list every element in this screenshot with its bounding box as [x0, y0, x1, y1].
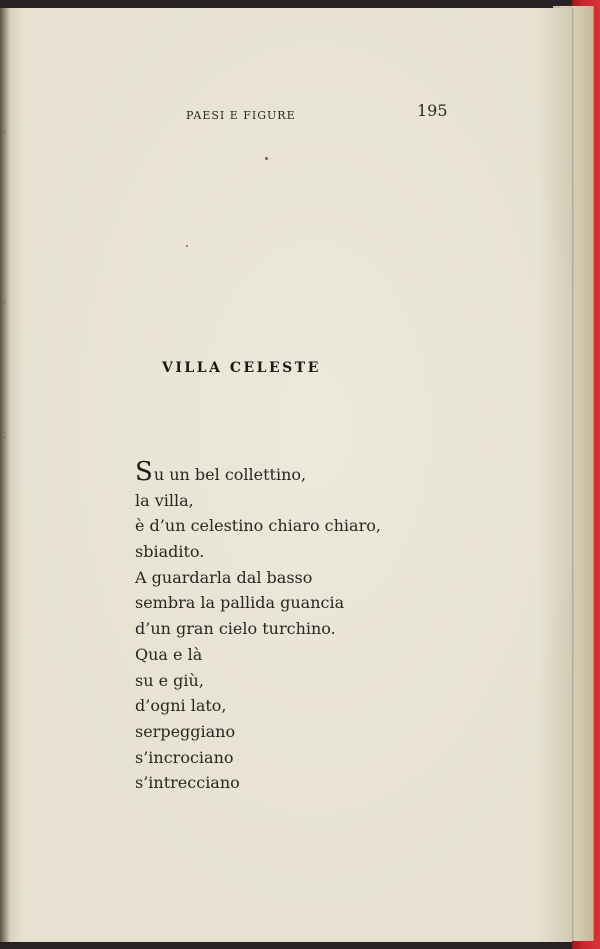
poem-line: la villa,	[135, 490, 194, 510]
page-number: 195	[417, 101, 448, 120]
book-gutter	[0, 8, 10, 942]
bleed-through-mark: ·	[3, 298, 7, 309]
poem-line: d’ogni lato,	[135, 696, 227, 716]
poem-line: è d’un celestino chiaro chiaro,	[135, 516, 381, 536]
poem-line-text: u un bel collettino,	[153, 465, 307, 484]
bleed-through-mark: ·	[3, 128, 7, 139]
poem-line: A guardarla dal basso	[135, 567, 313, 587]
drop-cap: S	[135, 457, 153, 487]
page-header	[0, 101, 572, 123]
poem-line: s’intrecciano	[135, 773, 240, 793]
poem-body	[135, 457, 555, 796]
running-title: PAESI E FIGURE	[186, 109, 296, 122]
poem-line: Qua e là	[135, 644, 203, 664]
poem-line: sbiadito.	[135, 542, 205, 562]
paper-speck	[265, 157, 268, 160]
poem-line: s’incrociano	[135, 747, 234, 767]
paper-speck	[186, 245, 188, 247]
poem-line: su e giù,	[135, 670, 204, 690]
poem-title: VILLA CELESTE	[162, 360, 321, 376]
bleed-through-mark: ·	[3, 433, 7, 444]
poem-line	[135, 457, 555, 488]
poem-line: d’un gran cielo turchino.	[135, 619, 336, 639]
poem-line: serpeggiano	[135, 721, 236, 741]
poem-line: sembra la pallida guancia	[135, 593, 345, 613]
